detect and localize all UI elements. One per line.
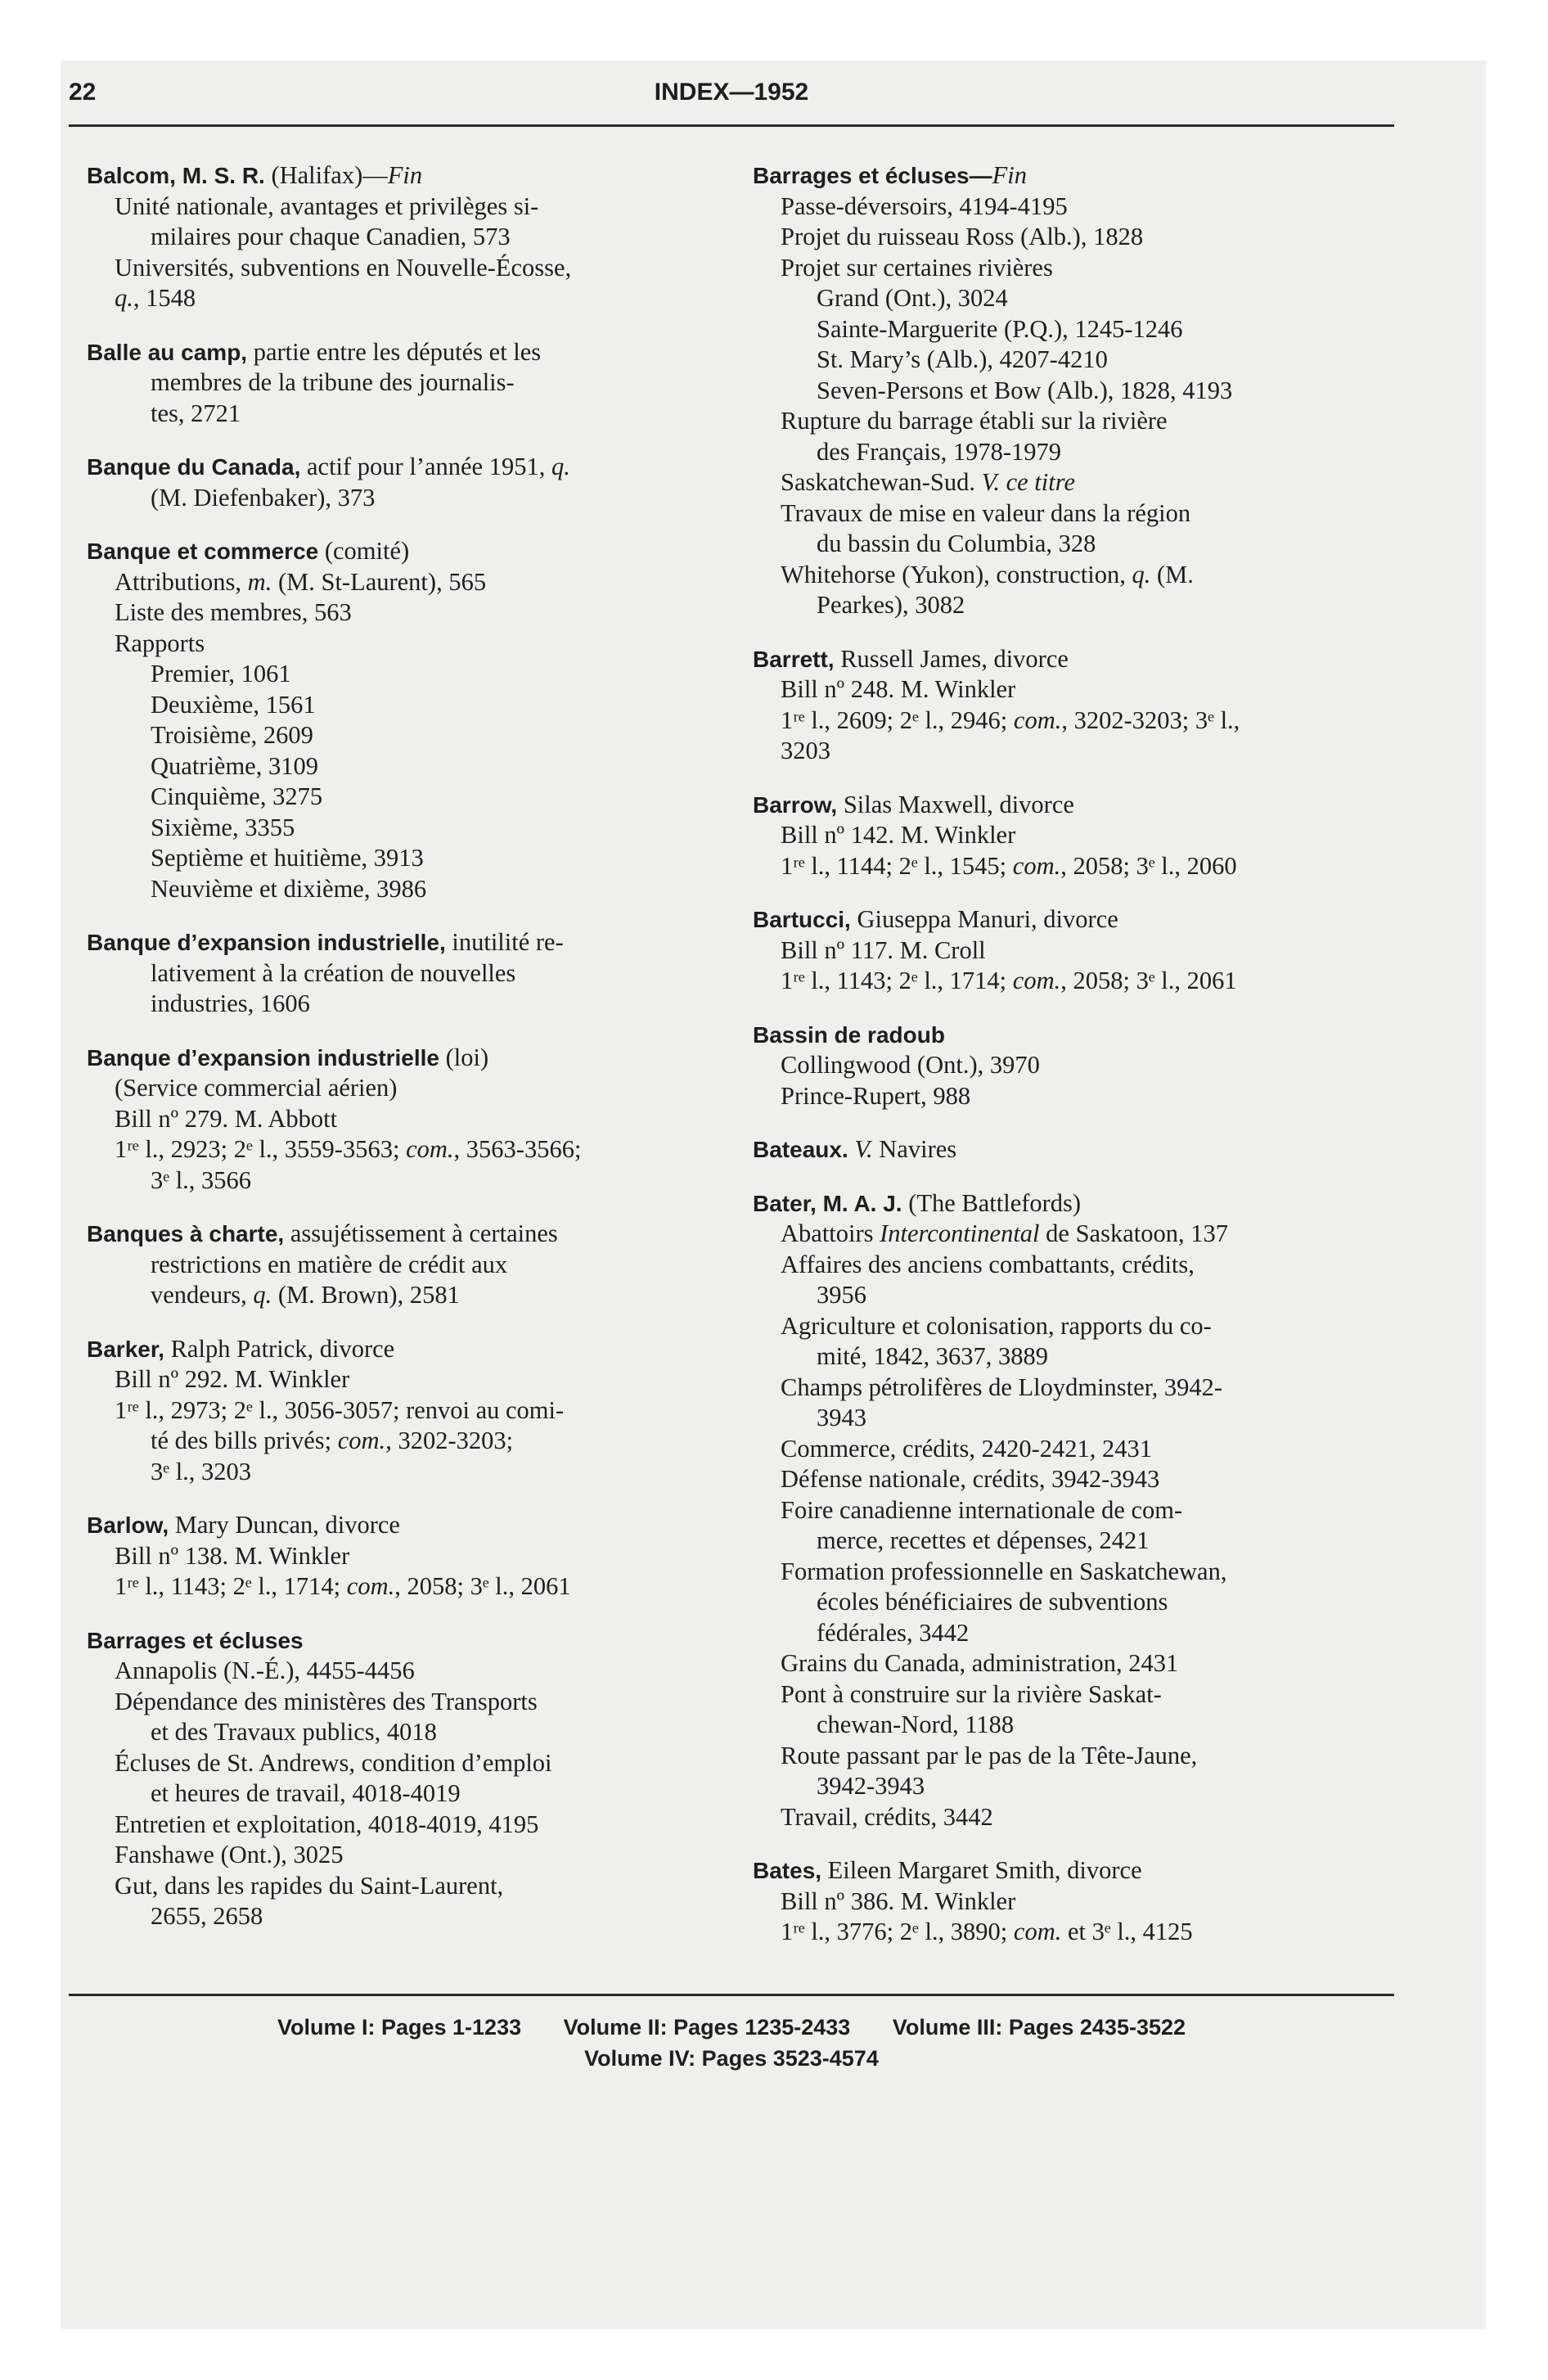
entry-text: Grains du Canada, administration, 2431 — [781, 1649, 1179, 1677]
entry-text: et 3ᵉ l., 4125 — [1061, 1918, 1193, 1945]
entry-text: du bassin du Columbia, 328 — [817, 530, 1096, 557]
entry-text: membres de la tribune des journalis- — [151, 368, 515, 396]
entry-text: (Halifax)— — [264, 161, 388, 189]
entry-text: Fanshawe (Ont.), 3025 — [115, 1841, 344, 1868]
entry-subline — [753, 1771, 1440, 1802]
headword: Bater, M. A. J. — [753, 1190, 902, 1216]
entry-subline — [753, 935, 1440, 967]
entry-text: Russell James, divorce — [834, 644, 1069, 673]
entry-text: Cinquième, 3275 — [151, 782, 323, 810]
entry-subline — [753, 376, 1440, 407]
entry-heading-line — [753, 1134, 1440, 1165]
italic-text: V. — [854, 1135, 873, 1163]
entry-text: Ralph Patrick, divorce — [164, 1334, 395, 1363]
entry-subline — [87, 567, 758, 598]
entry-text: inutilité re- — [445, 928, 564, 956]
entry-text: 3203 — [781, 737, 830, 764]
headword: Barlow, — [87, 1512, 169, 1538]
entry-heading-line — [87, 536, 758, 567]
entry-text: Dépendance des ministères des Transports — [115, 1687, 538, 1715]
entry-text: , 2058; 3ᵉ l., 2060 — [1060, 851, 1237, 880]
entry-subline — [87, 1134, 758, 1165]
volume-range: Volume II: Pages 1235-2433 — [563, 2015, 851, 2040]
entry-subline — [753, 1710, 1440, 1741]
entry-subline — [753, 1341, 1440, 1373]
entry-text: des Français, 1978-1979 — [817, 437, 1062, 466]
entry-subline — [87, 629, 758, 660]
entry-heading-line — [87, 1334, 758, 1365]
entry-subline — [87, 1810, 758, 1841]
index-entry — [753, 644, 1440, 767]
headword: Bartucci, — [753, 907, 851, 932]
entry-subline — [753, 560, 1440, 591]
italic-text: com. — [346, 1572, 395, 1600]
entry-text: , 3202-3203; 3ᵉ l., — [1061, 705, 1240, 734]
entry-text: 3ᵉ l., 3203 — [151, 1457, 252, 1485]
entry-subline — [753, 1434, 1440, 1465]
entry-subline — [87, 483, 758, 514]
entry-text: 1ʳᵉ l., 1144; 2ᵉ l., 1545; — [781, 851, 1013, 880]
entry-subline — [753, 467, 1440, 498]
entry-heading-line — [753, 1855, 1440, 1886]
entry-subline — [87, 597, 758, 629]
entry-heading-line — [87, 1219, 758, 1250]
entry-text: Mary Duncan, divorce — [169, 1511, 400, 1539]
volume-footer-row-2 — [69, 2046, 1394, 2071]
entry-text: tes, 2721 — [151, 399, 241, 427]
entry-subline — [753, 314, 1440, 345]
entry-subline — [753, 1802, 1440, 1833]
entry-text: Giuseppa Manuri, divorce — [850, 905, 1118, 933]
entry-text: Bill nº 117. M. Croll — [781, 935, 986, 964]
entry-text: Abattoirs — [781, 1219, 880, 1247]
entry-subline — [753, 1050, 1440, 1081]
entry-text: fédérales, 3442 — [817, 1618, 970, 1647]
entry-subline — [753, 1219, 1440, 1250]
entry-text: 2655, 2658 — [151, 1902, 263, 1930]
entry-text: Route passant par le pas de la Tête-Jaune, — [781, 1741, 1198, 1769]
headword: Barrages et écluses — [87, 1627, 304, 1653]
header-rule — [69, 124, 1394, 127]
entry-subline — [87, 192, 758, 223]
entry-text: Pearkes), 3082 — [817, 591, 965, 619]
entry-text: 1ʳᵉ l., 2923; 2ᵉ l., 3559-3563; — [115, 1135, 407, 1163]
entry-text: Sainte-Marguerite (P.Q.), 1245-1246 — [817, 314, 1183, 343]
entry-text: 3943 — [817, 1404, 866, 1431]
entry-subline — [87, 1571, 758, 1602]
entry-text: Collingwood (Ont.), 3970 — [781, 1051, 1040, 1079]
entry-subline — [87, 283, 758, 314]
index-entry — [753, 160, 1440, 621]
entry-subline — [753, 705, 1440, 737]
entry-text: Agriculture et colonisation, rapports du co- — [781, 1311, 1212, 1340]
entry-text: (Service commercial aérien) — [115, 1074, 398, 1102]
italic-text: com. — [1012, 851, 1061, 880]
entry-text: , 2058; 3ᵉ l., 2061 — [394, 1572, 571, 1600]
entry-text: 3956 — [817, 1281, 866, 1309]
entry-heading-line — [753, 1020, 1440, 1051]
entry-heading-line — [87, 1625, 758, 1657]
entry-subline — [753, 1917, 1440, 1948]
index-title: INDEX—1952 — [654, 79, 809, 106]
entry-text: Whitehorse (Yukon), construction, — [781, 560, 1132, 588]
index-entry — [753, 1855, 1440, 1948]
headword: Banque d’expansion industrielle — [87, 1044, 439, 1071]
entry-subline — [753, 736, 1440, 767]
entry-subline — [753, 820, 1440, 851]
entry-subline — [753, 851, 1440, 882]
headword: Barker, — [87, 1336, 164, 1362]
entry-text: Champs pétrolifères de Lloydminster, 3942- — [781, 1373, 1223, 1401]
entry-text: Gut, dans les rapides du Saint-Laurent, — [115, 1871, 504, 1900]
italic-text: q. — [1132, 560, 1151, 588]
entry-subline — [87, 1748, 758, 1779]
italic-text: Intercontinental — [880, 1219, 1040, 1247]
right-column — [753, 160, 1440, 1971]
entry-text: 1ʳᵉ l., 1143; 2ᵉ l., 1714; — [781, 967, 1013, 994]
italic-text: com. — [406, 1135, 454, 1163]
entry-text: Silas Maxwell, divorce — [837, 790, 1074, 818]
entry-text: Bill nº 292. M. Winkler — [115, 1365, 350, 1393]
index-entry — [753, 1134, 1440, 1165]
headword: Barrages et écluses— — [753, 163, 992, 188]
entry-text: St. Mary’s (Alb.), 4207-4210 — [817, 345, 1108, 373]
entry-subline — [87, 782, 758, 813]
headword: Banque d’expansion industrielle, — [87, 930, 446, 955]
entry-subline — [87, 1717, 758, 1748]
entry-subline — [87, 1541, 758, 1572]
entry-text: 1ʳᵉ l., 2609; 2ᵉ l., 2946; — [781, 705, 1014, 734]
entry-text: chewan-Nord, 1188 — [817, 1711, 1015, 1738]
entry-text: Sixième, 3355 — [151, 813, 295, 841]
entry-subline — [753, 345, 1440, 376]
footer-rule — [69, 1994, 1394, 1996]
entry-subline — [753, 1741, 1440, 1772]
entry-text: , 3563-3566; — [453, 1135, 582, 1163]
entry-text: Formation professionnelle en Saskatchewan, — [781, 1557, 1227, 1585]
italic-text: m. — [247, 567, 272, 596]
entry-text: Liste des membres, 563 — [115, 598, 352, 626]
entry-subline — [87, 1457, 758, 1488]
entry-subline — [87, 659, 758, 690]
entry-text: Bill nº 138. M. Winkler — [115, 1541, 350, 1570]
entry-text: Eileen Margaret Smith, divorce — [821, 1856, 1142, 1884]
italic-text: com. — [1013, 1918, 1062, 1945]
index-entry — [87, 160, 758, 314]
entry-text: vendeurs, — [151, 1281, 254, 1309]
entry-subline — [87, 1778, 758, 1810]
entry-text: Projet du ruisseau Ross (Alb.), 1828 — [781, 223, 1144, 250]
entry-subline — [87, 1165, 758, 1197]
entry-text: Défense nationale, crédits, 3942-3943 — [781, 1465, 1160, 1493]
entry-text: assujétissement à certaines — [284, 1219, 558, 1247]
entry-subline — [87, 720, 758, 751]
entry-subline — [87, 1250, 758, 1281]
entry-text: Bill nº 279. M. Abbott — [115, 1104, 338, 1133]
entry-subline — [87, 253, 758, 284]
italic-text: V. ce titre — [981, 468, 1075, 496]
entry-heading-line — [87, 337, 758, 368]
entry-subline — [753, 498, 1440, 530]
italic-text: Fin — [387, 161, 423, 189]
entry-subline — [87, 1104, 758, 1135]
entry-subline — [87, 1364, 758, 1395]
entry-subline — [753, 1886, 1440, 1918]
entry-subline — [753, 1373, 1440, 1404]
index-entry — [753, 1188, 1440, 1833]
entry-text: Passe-déversoirs, 4194-4195 — [781, 192, 1068, 220]
entry-text: 1ʳᵉ l., 2973; 2ᵉ l., 3056-3057; renvoi au comi- — [115, 1395, 565, 1424]
headword: Banques à charte, — [87, 1221, 285, 1246]
entry-subline — [87, 843, 758, 874]
headword: Banque et commerce — [87, 539, 319, 564]
entry-text: de Saskatoon, 137 — [1039, 1219, 1228, 1247]
entry-heading-line — [753, 1188, 1440, 1219]
headword: Banque du Canada, — [87, 454, 301, 480]
entry-text: , 3202-3203; — [385, 1427, 514, 1454]
entry-heading-line — [87, 927, 758, 958]
entry-text: Seven-Persons et Bow (Alb.), 1828, 4193 — [817, 376, 1233, 404]
entry-text: Unité nationale, avantages et privilèges si- — [115, 192, 539, 220]
entry-text: industries, 1606 — [151, 989, 310, 1017]
entry-subline — [87, 1871, 758, 1902]
headword: Barrow, — [753, 791, 838, 818]
index-entry — [753, 790, 1440, 882]
entry-text: Deuxième, 1561 — [151, 690, 316, 719]
entry-subline — [87, 813, 758, 844]
index-entry — [87, 337, 758, 430]
entry-subline — [87, 1426, 758, 1457]
entry-text: Bill nº 248. M. Winkler — [781, 675, 1016, 703]
index-entry — [87, 452, 758, 513]
entry-subline — [87, 1280, 758, 1311]
entry-text: Navires — [872, 1135, 957, 1163]
entry-subline — [87, 399, 758, 430]
entry-heading-line — [87, 160, 758, 192]
entry-text: Entretien et exploitation, 4018-4019, 4195 — [115, 1810, 539, 1838]
entry-text: (The Battlefords) — [902, 1188, 1082, 1217]
entry-text: (comité) — [318, 537, 410, 565]
entry-text: , 2058; 3ᵉ l., 2061 — [1060, 967, 1237, 994]
italic-text: q. — [253, 1281, 272, 1309]
entry-subline — [87, 1901, 758, 1932]
entry-text: écoles bénéficiaires de subventions — [817, 1588, 1168, 1616]
entry-text: Rapports — [115, 629, 205, 657]
left-column — [87, 160, 758, 1955]
entry-text: Quatrième, 3109 — [151, 751, 318, 780]
entry-subline — [753, 192, 1440, 223]
headword: Balle au camp, — [87, 339, 248, 365]
entry-subline — [753, 1526, 1440, 1557]
entry-text: merce, recettes et dépenses, 2421 — [817, 1526, 1150, 1554]
headword: Barrett, — [753, 646, 835, 672]
entry-heading-line — [753, 904, 1440, 935]
entry-text: 1ʳᵉ l., 3776; 2ᵉ l., 3890; — [781, 1918, 1014, 1945]
italic-text: Fin — [992, 161, 1027, 189]
entry-subline — [87, 958, 758, 989]
entry-text: Affaires des anciens combattants, crédits, — [781, 1250, 1195, 1278]
entry-subline — [753, 1679, 1440, 1711]
entry-text: Universités, subventions en Nouvelle-Écosse, — [115, 253, 572, 282]
entry-text: Troisième, 2609 — [151, 721, 313, 749]
entry-text: (M. — [1150, 560, 1194, 588]
entry-text: Travaux de mise en valeur dans la région — [781, 498, 1191, 527]
volume-range: Volume III: Pages 2435-3522 — [892, 2015, 1186, 2040]
entry-subline — [87, 1073, 758, 1104]
entry-text: té des bills privés; — [151, 1427, 338, 1454]
entry-heading-line — [87, 1043, 758, 1074]
entry-subline — [87, 751, 758, 782]
entry-subline — [87, 1656, 758, 1687]
entry-subline — [753, 1495, 1440, 1526]
entry-text: Bill nº 386. M. Winkler — [781, 1886, 1016, 1915]
volume-range: Volume IV: Pages 3523-4574 — [584, 2046, 879, 2071]
entry-text: (M. St-Laurent), 565 — [272, 567, 487, 596]
entry-text: milaires pour chaque Canadien, 573 — [151, 223, 511, 250]
entry-subline — [753, 1403, 1440, 1434]
italic-text: com. — [1012, 967, 1061, 994]
entry-text: Attributions, — [115, 567, 248, 596]
entry-subline — [753, 253, 1440, 284]
index-entry — [87, 1625, 758, 1932]
entry-subline — [87, 1687, 758, 1718]
entry-text: Annapolis (N.-É.), 4455-4456 — [115, 1657, 415, 1684]
entry-subline — [753, 674, 1440, 705]
headword: Bassin de radoub — [753, 1021, 945, 1048]
entry-heading-line — [753, 790, 1440, 821]
headword: Bateaux. — [753, 1137, 848, 1162]
entry-text: partie entre les députés et les — [247, 337, 542, 366]
entry-text: Commerce, crédits, 2420-2421, 2431 — [781, 1434, 1153, 1463]
entry-heading-line — [753, 644, 1440, 675]
entry-subline — [87, 367, 758, 399]
italic-text: q. — [115, 284, 133, 312]
entry-subline — [753, 1557, 1440, 1588]
entry-heading-line — [87, 452, 758, 483]
entry-subline — [753, 966, 1440, 997]
entry-subline — [753, 1250, 1440, 1281]
index-entry — [753, 1020, 1440, 1112]
entry-text: Foire canadienne internationale de com- — [781, 1495, 1183, 1524]
entry-text: Bill nº 142. M. Winkler — [781, 821, 1016, 849]
entry-heading-line — [753, 160, 1440, 192]
entry-text: 3942-3943 — [817, 1772, 925, 1800]
entry-text: et des Travaux publics, 4018 — [151, 1718, 437, 1746]
headword: Balcom, M. S. R. — [87, 163, 265, 188]
entry-text: Travail, crédits, 3442 — [781, 1802, 993, 1831]
entry-text: Projet sur certaines rivières — [781, 253, 1053, 282]
page-number: 22 — [69, 79, 97, 106]
entry-subline — [87, 690, 758, 721]
index-entry — [87, 1219, 758, 1311]
index-entry — [87, 1334, 758, 1488]
entry-text: restrictions en matière de crédit aux — [151, 1250, 508, 1278]
index-entry — [87, 536, 758, 904]
index-entry — [87, 1043, 758, 1197]
entry-text: (M. Diefenbaker), 373 — [151, 483, 376, 512]
entry-text: actif pour l’année 1951, — [300, 453, 551, 480]
entry-subline — [753, 1081, 1440, 1112]
entry-text: Saskatchewan-Sud. — [781, 468, 982, 496]
entry-subline — [753, 1464, 1440, 1495]
entry-text: Neuvième et dixième, 3986 — [151, 874, 427, 903]
entry-subline — [753, 1618, 1440, 1649]
entry-text: Septième et huitième, 3913 — [151, 844, 424, 872]
entry-text: 3ᵉ l., 3566 — [151, 1165, 252, 1194]
entry-text: mité, 1842, 3637, 3889 — [817, 1342, 1048, 1370]
italic-text: com. — [337, 1427, 386, 1454]
entry-subline — [753, 590, 1440, 621]
entry-subline — [753, 1280, 1440, 1311]
entry-text: Rupture du barrage établi sur la rivière — [781, 407, 1168, 435]
entry-subline — [753, 406, 1440, 437]
entry-text: Écluses de St. Andrews, condition d’emploi — [115, 1748, 552, 1777]
italic-text: q. — [551, 453, 570, 480]
entry-subline — [87, 989, 758, 1020]
entry-text: , 1548 — [133, 284, 196, 312]
entry-text: 1ʳᵉ l., 1143; 2ᵉ l., 1714; — [115, 1572, 347, 1600]
headword: Bates, — [753, 1858, 822, 1883]
entry-subline — [87, 874, 758, 905]
entry-subline — [753, 529, 1440, 560]
entry-subline — [753, 1587, 1440, 1618]
entry-text: et heures de travail, 4018-4019 — [151, 1779, 461, 1807]
index-entry — [87, 1510, 758, 1602]
entry-subline — [87, 1395, 758, 1427]
entry-subline — [753, 222, 1440, 253]
entry-subline — [87, 1840, 758, 1871]
entry-subline — [753, 437, 1440, 468]
entry-text: Grand (Ont.), 3024 — [817, 284, 1008, 312]
index-entry — [753, 904, 1440, 997]
index-entry — [87, 927, 758, 1020]
entry-text: lativement à la création de nouvelles — [151, 958, 516, 987]
entry-text: Premier, 1061 — [151, 660, 291, 687]
entry-subline — [753, 283, 1440, 314]
entry-text: (M. Brown), 2581 — [272, 1281, 460, 1309]
entry-text: (loi) — [439, 1043, 489, 1071]
entry-heading-line — [87, 1510, 758, 1541]
entry-subline — [753, 1648, 1440, 1679]
entry-subline — [753, 1311, 1440, 1342]
volume-footer-row-1 — [69, 2015, 1394, 2040]
entry-text: Prince-Rupert, 988 — [781, 1081, 971, 1110]
entry-subline — [87, 222, 758, 253]
entry-text: Pont à construire sur la rivière Saskat- — [781, 1679, 1162, 1708]
italic-text: com. — [1013, 705, 1062, 734]
volume-range: Volume I: Pages 1-1233 — [277, 2015, 522, 2040]
